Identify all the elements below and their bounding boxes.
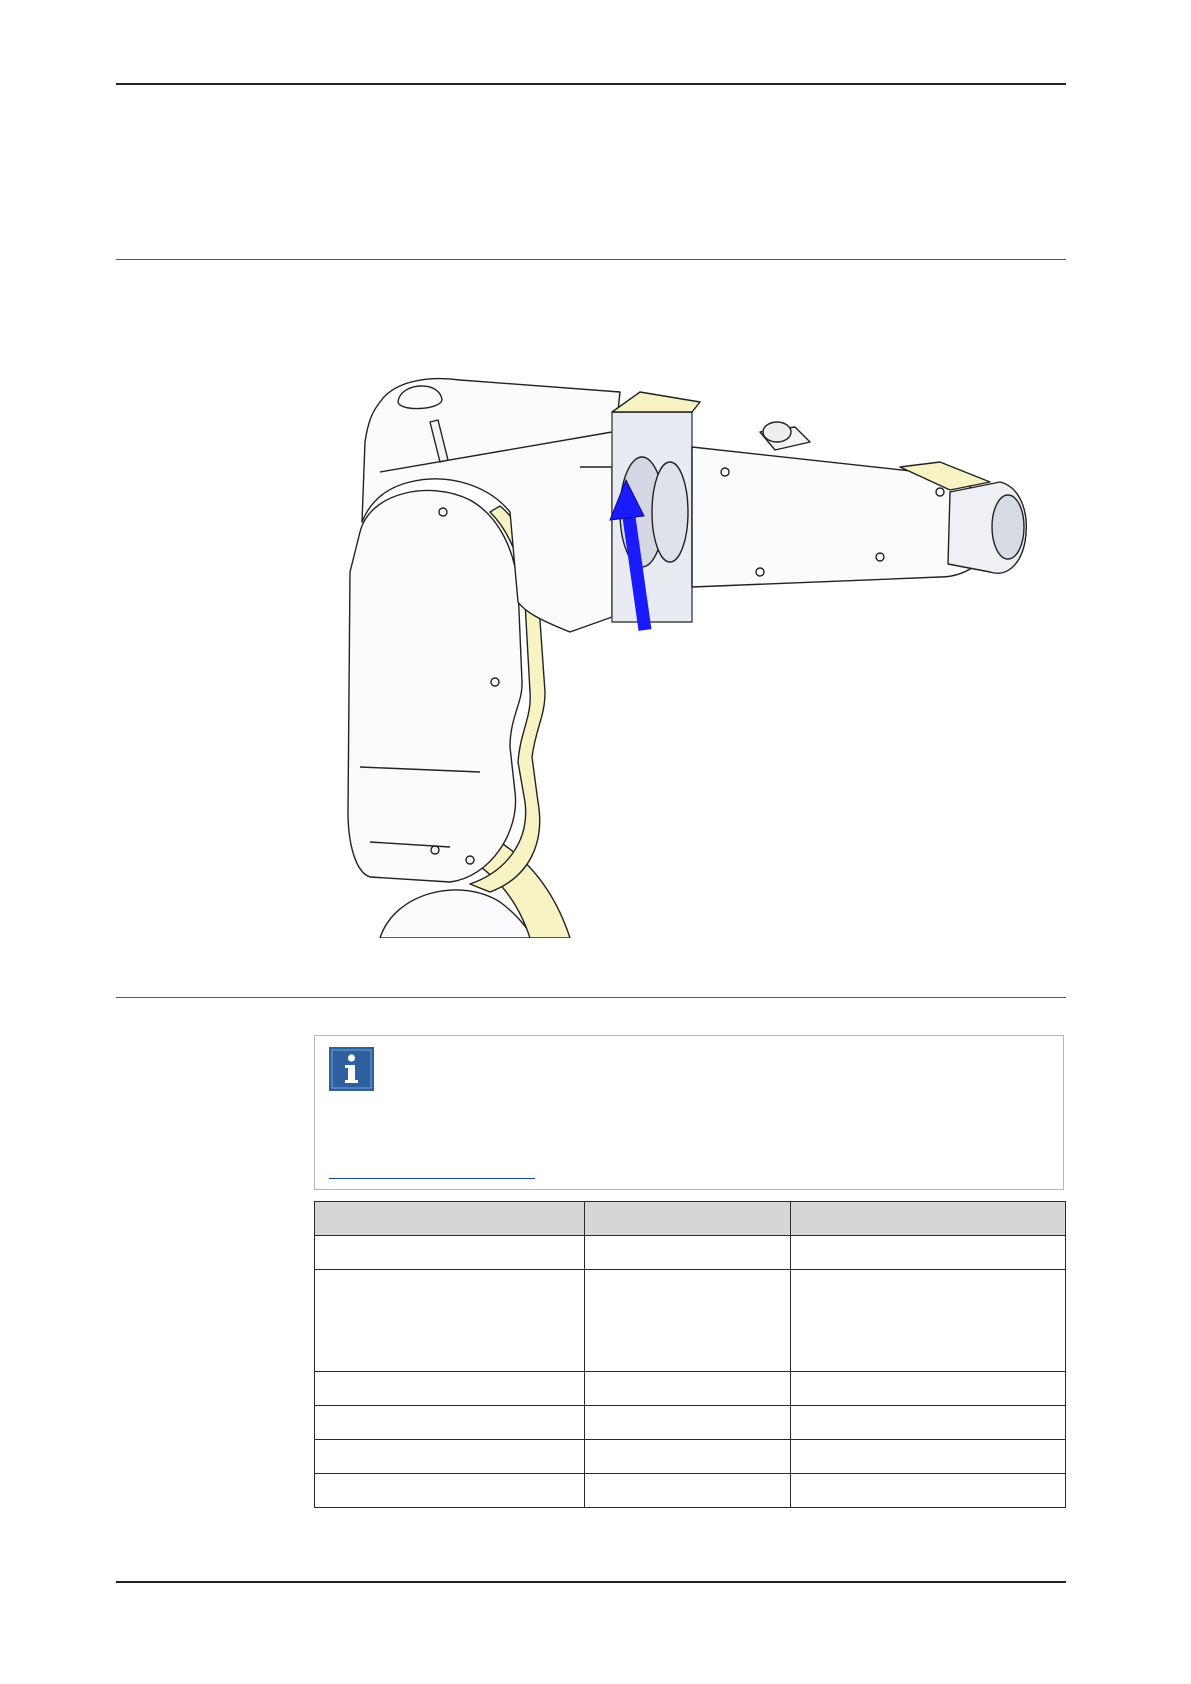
- table-cell: [585, 1474, 791, 1508]
- robot-arm-illustration: [340, 372, 1060, 938]
- notes-rule: [116, 997, 1066, 998]
- table-cell: [791, 1372, 1066, 1406]
- table-cell: [585, 1406, 791, 1440]
- table-row: [315, 1440, 1066, 1474]
- spec-table: [314, 1201, 1066, 1508]
- footer-rule: [116, 1581, 1066, 1583]
- table-row: [315, 1236, 1066, 1270]
- info-note: [314, 1035, 1064, 1190]
- table-header-cell: [315, 1202, 585, 1236]
- table-cell: [585, 1372, 791, 1406]
- table-cell: [791, 1406, 1066, 1440]
- table-cell: [585, 1236, 791, 1270]
- table-cell: [315, 1440, 585, 1474]
- section-rule: [116, 259, 1066, 260]
- info-icon: [329, 1047, 374, 1091]
- table-cell: [791, 1474, 1066, 1508]
- header-rule: [116, 83, 1066, 85]
- table-row: [315, 1406, 1066, 1440]
- note-link[interactable]: [329, 1178, 535, 1179]
- table-cell: [315, 1372, 585, 1406]
- table-header-row: [315, 1202, 1066, 1236]
- table-cell: [315, 1270, 585, 1372]
- table-cell: [315, 1406, 585, 1440]
- table-cell: [791, 1440, 1066, 1474]
- table-cell: [315, 1474, 585, 1508]
- table-cell: [585, 1270, 791, 1372]
- table-row: [315, 1270, 1066, 1372]
- table-cell: [791, 1236, 1066, 1270]
- table-header-cell: [791, 1202, 1066, 1236]
- table-cell: [791, 1270, 1066, 1372]
- table-header-cell: [585, 1202, 791, 1236]
- table-row: [315, 1474, 1066, 1508]
- table-cell: [315, 1236, 585, 1270]
- table-cell: [585, 1440, 791, 1474]
- table-row: [315, 1372, 1066, 1406]
- base-joint-shape: [380, 890, 532, 938]
